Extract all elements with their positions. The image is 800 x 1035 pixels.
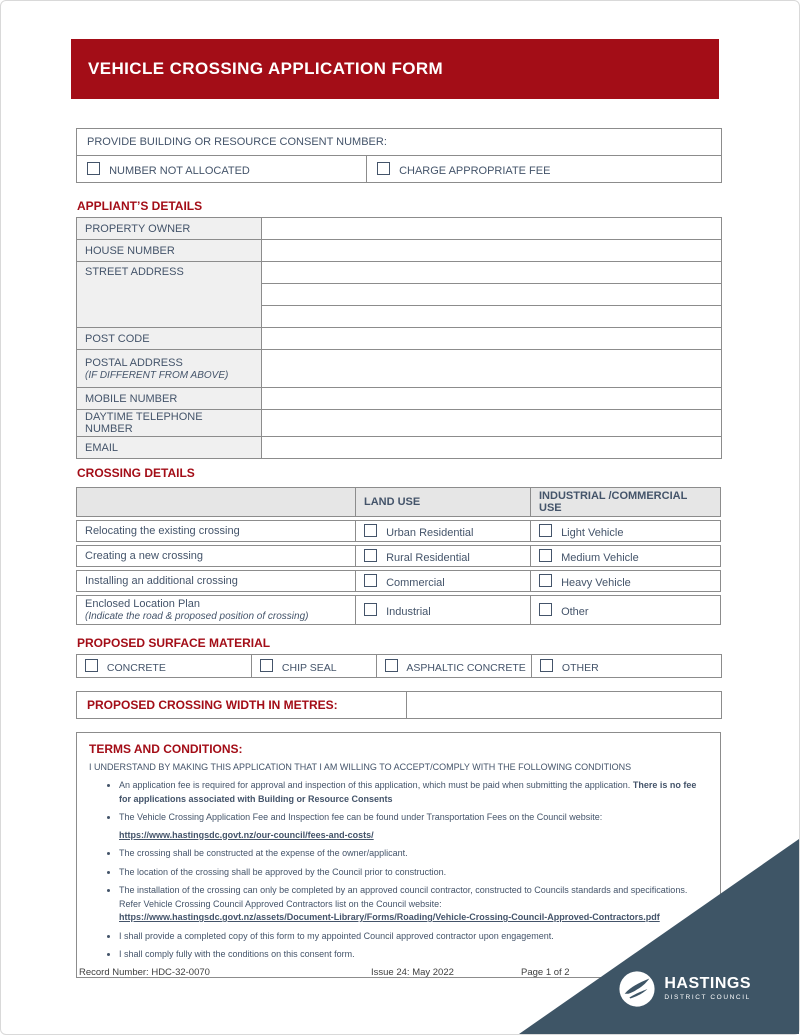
checkbox-heavy-vehicle[interactable] bbox=[539, 574, 552, 587]
location-plan-label: Enclosed Location Plan bbox=[85, 598, 200, 610]
mobile-number-input[interactable] bbox=[262, 388, 722, 410]
property-owner-input[interactable] bbox=[262, 218, 722, 240]
checkbox-industrial[interactable] bbox=[364, 603, 377, 616]
postal-address-note: (IF DIFFERENT FROM ABOVE) bbox=[85, 369, 229, 381]
field-label-email: EMAIL bbox=[77, 437, 262, 459]
consent-heading: PROVIDE BUILDING OR RESOURCE CONSENT NUMBER: bbox=[77, 129, 722, 156]
table-row bbox=[76, 570, 721, 592]
surface-option-label: ASPHALTIC CONCRETE bbox=[406, 661, 526, 674]
crossing-header-industrial: INDUSTRIAL /COMMERCIAL USE bbox=[531, 487, 721, 517]
surface-option-label: CHIP SEAL bbox=[281, 661, 337, 674]
checkbox-charge-appropriate-fee[interactable] bbox=[377, 162, 390, 175]
issue-date: Issue 24: May 2022 bbox=[371, 967, 454, 978]
council-name: HASTINGS bbox=[664, 975, 751, 993]
terms-heading: TERMS AND CONDITIONS: bbox=[89, 742, 243, 756]
table-row bbox=[77, 388, 722, 410]
page-number: Page 1 of 2 bbox=[521, 967, 570, 978]
list-item bbox=[119, 811, 708, 842]
gannet-bird-icon bbox=[618, 970, 656, 1008]
land-use-label: Industrial bbox=[386, 605, 431, 618]
table-row bbox=[77, 262, 722, 284]
field-label-postal-address bbox=[77, 350, 262, 388]
council-logo-text bbox=[664, 976, 751, 1002]
field-label-daytime-phone: DAYTIME TELEPHONE NUMBER bbox=[77, 410, 262, 437]
land-use-label: Urban Residential bbox=[386, 526, 474, 539]
field-label-mobile-number: MOBILE NUMBER bbox=[77, 388, 262, 410]
vehicle-cell bbox=[531, 595, 721, 625]
vehicle-cell bbox=[531, 570, 721, 592]
consent-number-section bbox=[76, 128, 722, 183]
table-row bbox=[77, 692, 722, 719]
daytime-phone-input[interactable] bbox=[262, 410, 722, 437]
table-row bbox=[77, 218, 722, 240]
checkbox-light-vehicle[interactable] bbox=[539, 524, 552, 537]
crossing-option-additional: Installing an additional crossing bbox=[76, 570, 356, 592]
checkbox-asphaltic-concrete[interactable] bbox=[385, 659, 398, 672]
vehicle-cell bbox=[531, 520, 721, 542]
council-logo bbox=[618, 970, 751, 1008]
crossing-option-relocating: Relocating the existing crossing bbox=[76, 520, 356, 542]
applicant-details-table bbox=[76, 217, 722, 459]
vehicle-label: Heavy Vehicle bbox=[561, 576, 631, 589]
checkbox-concrete[interactable] bbox=[85, 659, 98, 672]
terms-bullet-list bbox=[89, 779, 708, 962]
vehicle-label: Other bbox=[561, 605, 589, 618]
approved-contractors-link[interactable]: https://www.hastingsdc.govt.nz/assets/Document-Library/Forms/Roading/Vehicle-Crossing-Council-Approved-Contractors.pdf bbox=[119, 912, 660, 922]
terms-bullet-text: The installation of the crossing can only be completed by an approved council contractor, constructed to Councils standards and specifications. Refer Vehicle Crossing Council Approved Contractors list on the Council website: bbox=[119, 885, 688, 909]
surface-material-heading: PROPOSED SURFACE MATERIAL bbox=[77, 636, 271, 650]
table-row bbox=[77, 410, 722, 437]
table-row bbox=[77, 328, 722, 350]
crossing-width-section bbox=[76, 691, 722, 719]
list-item bbox=[119, 948, 708, 962]
land-use-label: Commercial bbox=[386, 576, 445, 589]
checkbox-other-surface[interactable] bbox=[540, 659, 553, 672]
street-address-input-line1[interactable] bbox=[262, 262, 722, 284]
checkbox-number-not-allocated[interactable] bbox=[87, 162, 100, 175]
house-number-input[interactable] bbox=[262, 240, 722, 262]
crossing-details-heading: CROSSING DETAILS bbox=[77, 466, 195, 480]
crossing-option-new: Creating a new crossing bbox=[76, 545, 356, 567]
consent-option-cell bbox=[77, 156, 367, 183]
surface-option-label: OTHER bbox=[561, 661, 599, 674]
surface-option-concrete bbox=[77, 655, 252, 678]
list-item bbox=[119, 866, 708, 880]
terms-bullet-bold: There is no fee for applications associated with Building or Resource Consents bbox=[119, 780, 697, 804]
land-use-cell bbox=[356, 520, 531, 542]
table-header-row bbox=[76, 487, 721, 517]
postal-address-label: POSTAL ADDRESS bbox=[85, 356, 183, 369]
terms-intro: I UNDERSTAND BY MAKING THIS APPLICATION THAT I AM WILLING TO ACCEPT/COMPLY WITH THE FOLLOWING CONDITIONS bbox=[89, 762, 632, 772]
field-label-post-code: POST CODE bbox=[77, 328, 262, 350]
record-number: Record Number: HDC-32-0070 bbox=[79, 967, 210, 978]
table-row bbox=[76, 545, 721, 567]
surface-option-other bbox=[532, 655, 722, 678]
table-row bbox=[77, 240, 722, 262]
crossing-option-location-plan bbox=[76, 595, 356, 625]
list-item bbox=[119, 884, 708, 925]
land-use-cell bbox=[356, 545, 531, 567]
field-label-street-address: STREET ADDRESS bbox=[77, 262, 262, 328]
email-input[interactable] bbox=[262, 437, 722, 459]
field-label-house-number: HOUSE NUMBER bbox=[77, 240, 262, 262]
terms-and-conditions-section bbox=[76, 732, 721, 978]
form-title-banner bbox=[71, 39, 719, 99]
crossing-header-empty bbox=[76, 487, 356, 517]
applicant-details-heading: APPLIANT’S DETAILS bbox=[77, 199, 203, 213]
table-row bbox=[77, 655, 722, 678]
land-use-label: Rural Residential bbox=[386, 551, 470, 564]
checkbox-medium-vehicle[interactable] bbox=[539, 549, 552, 562]
location-plan-sublabel: (Indicate the road & proposed position of crossing) bbox=[85, 611, 309, 622]
vehicle-label: Medium Vehicle bbox=[561, 551, 639, 564]
list-item bbox=[119, 847, 708, 861]
consent-option-label-right: CHARGE APPROPRIATE FEE bbox=[399, 164, 551, 177]
street-address-input-line2[interactable] bbox=[262, 284, 722, 306]
table-row bbox=[76, 595, 721, 625]
terms-bullet-text: I shall provide a completed copy of this form to my appointed Council approved contractor upon engagement. bbox=[119, 930, 554, 941]
land-use-cell bbox=[356, 595, 531, 625]
checkbox-other-vehicle[interactable] bbox=[539, 603, 552, 616]
post-code-input[interactable] bbox=[262, 328, 722, 350]
land-use-cell bbox=[356, 570, 531, 592]
vehicle-label: Light Vehicle bbox=[561, 526, 624, 539]
field-label-property-owner: PROPERTY OWNER bbox=[77, 218, 262, 240]
terms-bullet-text: I shall comply fully with the conditions on this consent form. bbox=[119, 949, 355, 959]
surface-material-table bbox=[76, 654, 722, 678]
checkbox-commercial[interactable] bbox=[364, 574, 377, 587]
consent-option-label-left: NUMBER NOT ALLOCATED bbox=[109, 164, 250, 177]
list-item bbox=[119, 930, 708, 944]
checkbox-chip-seal[interactable] bbox=[260, 659, 273, 672]
terms-bullet-text: An application fee is required for approval and inspection of this application, which must be paid when submitting the application. bbox=[119, 780, 631, 790]
crossing-width-label: PROPOSED CROSSING WIDTH IN METRES: bbox=[77, 692, 407, 719]
council-subtitle: DISTRICT COUNCIL bbox=[664, 994, 751, 1002]
postal-address-input[interactable] bbox=[262, 350, 722, 388]
list-item bbox=[119, 779, 708, 806]
page-title: VEHICLE CROSSING APPLICATION FORM bbox=[88, 59, 444, 78]
terms-bullet-text: The Vehicle Crossing Application Fee and Inspection fee can be found under Transportation Fees on the Council website: bbox=[119, 812, 603, 822]
table-row bbox=[76, 520, 721, 542]
surface-option-chip-seal bbox=[252, 655, 377, 678]
terms-bullet-text: The location of the crossing shall be approved by the Council prior to construction. bbox=[119, 866, 447, 877]
street-address-input-line3[interactable] bbox=[262, 306, 722, 328]
vehicle-cell bbox=[531, 545, 721, 567]
terms-bullet-text: The crossing shall be constructed at the expense of the owner/applicant. bbox=[119, 848, 408, 858]
surface-option-label: CONCRETE bbox=[106, 661, 166, 674]
crossing-details-table bbox=[76, 484, 721, 628]
checkbox-urban-residential[interactable] bbox=[364, 524, 377, 537]
table-row bbox=[77, 350, 722, 388]
consent-option-cell bbox=[367, 156, 722, 183]
crossing-width-input[interactable] bbox=[407, 692, 722, 719]
checkbox-rural-residential[interactable] bbox=[364, 549, 377, 562]
crossing-header-land-use: LAND USE bbox=[356, 487, 531, 517]
table-row bbox=[77, 437, 722, 459]
surface-option-asphaltic bbox=[377, 655, 532, 678]
fees-and-costs-link[interactable]: https://www.hastingsdc.govt.nz/our-council/fees-and-costs/ bbox=[119, 829, 374, 840]
